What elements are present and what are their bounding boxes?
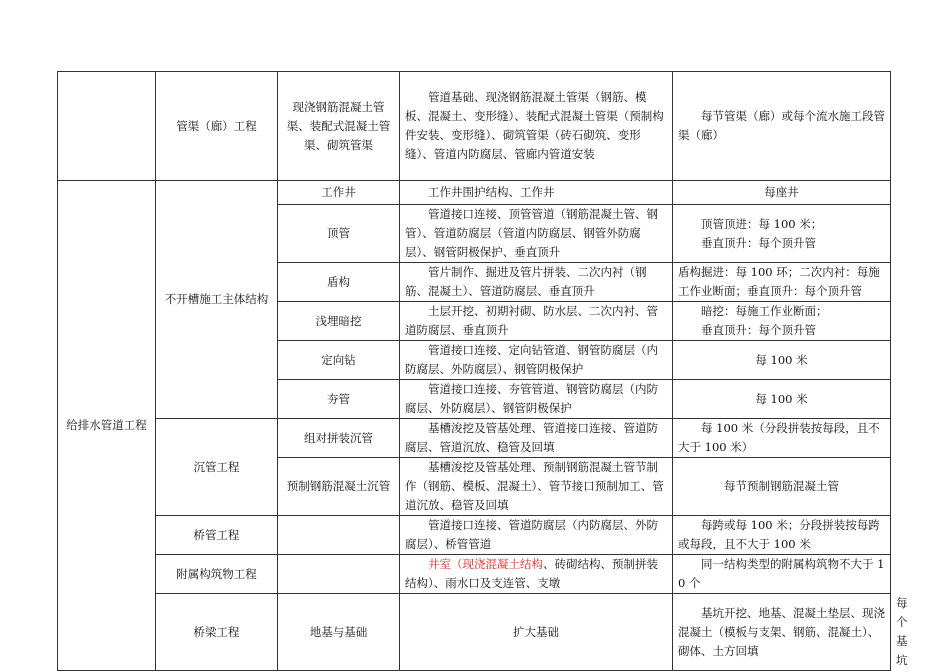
subunit-cell: 附属构筑物工程 <box>156 555 278 594</box>
items-cell: 管道基础、现浇钢筋混凝土管渠（钢筋、模板、混凝土、变形缝）、装配式混凝土管渠（预制构件安装、变形缝）、砌筑管渠（砖石砌筑、变形缝）、管道内防腐层、管廊内管道安装 <box>400 72 673 181</box>
items-cell: 工作井围护结构、工作井 <box>400 181 673 205</box>
batch-cell: 每 100 米 <box>673 380 891 419</box>
batch-cell <box>673 205 891 263</box>
batch-cell: 同一结构类型的附属构筑物不大于 10 个 <box>673 555 891 594</box>
table-row <box>58 72 891 181</box>
batch-cell: 盾构掘进：每 100 环；二次内衬：每施工作业断面；垂直顶升：每个顶升管 <box>673 263 891 302</box>
items-cell: 基坑开挖、地基、混凝土垫层、现浇混凝土（模板与支架、钢筋、混凝土）、砌体、土方回填 <box>673 594 891 671</box>
batch-cell: 每 100 米 <box>673 341 891 380</box>
subunit-cell: 沉管工程 <box>156 419 278 516</box>
table-row <box>58 181 891 205</box>
highlighted-text: 井室（现浇混凝土结构 <box>428 557 543 571</box>
items-cell: 管道接口连接、夯管管道、钢管防腐层（内防腐层、外防腐层）、钢管阴极保护 <box>400 380 673 419</box>
subdivision-cell-empty <box>278 555 400 594</box>
items-cell: 基槽浚挖及管基处理、预制钢筋混凝土管节制作（钢筋、模板、混凝土）、管节接口预制加工、管道沉放、稳管及回填 <box>400 458 673 516</box>
subdivision-cell: 预制钢筋混凝土沉管 <box>278 458 400 516</box>
items-cell: 管道接口连接、管道防腐层（内防腐层、外防腐层）、桥管管道 <box>400 516 673 555</box>
subunit-cell: 不开槽施工主体结构 <box>156 181 278 419</box>
items-cell: 管道接口连接、顶管管道（钢筋混凝土管、钢管）、管道防腐层（管道内防腐层、钢管外防腐层）、钢管阴极保护、垂直顶升 <box>400 205 673 263</box>
unit-cell-empty <box>58 72 156 181</box>
items-cell: 基槽浚挖及管基处理、管道接口连接、管道防腐层、管道沉放、稳管及回填 <box>400 419 673 458</box>
unit-cell: 给排水管道工程 <box>58 181 156 671</box>
subdivision-cell: 盾构 <box>278 263 400 302</box>
items-cell: 土层开挖、初期衬砌、防水层、二次内衬、管道防腐层、垂直顶升 <box>400 302 673 341</box>
subdivision-cell: 浅埋暗挖 <box>278 302 400 341</box>
batch-cell: 每座井 <box>673 181 891 205</box>
batch-cell <box>673 302 891 341</box>
batch-line: 暗挖：每施工作业断面； <box>701 304 828 318</box>
table-row <box>58 555 891 594</box>
batch-cell: 每 100 米（分段拼装按每段，且不大于 100 米） <box>673 419 891 458</box>
subdivision-cell: 夯管 <box>278 380 400 419</box>
items-cell: 管道接口连接、定向钻管道、钢管防腐层（内防腐层、外防腐层）、钢管阴极保护 <box>400 341 673 380</box>
subdivision-cell: 现浇钢筋混凝土管渠、装配式混凝土管渠、砌筑管渠 <box>278 72 400 181</box>
unit-cell: 桥梁工程 <box>156 594 278 671</box>
subunit-cell: 桥管工程 <box>156 516 278 555</box>
subunit-cell: 管渠（廊）工程 <box>156 72 278 181</box>
batch-line: 垂直顶升：每个顶升管 <box>701 235 816 250</box>
batch-line: 顶管顶进：每 100 米； <box>701 216 823 231</box>
subdivision-cell: 定向钻 <box>278 341 400 380</box>
batch-cell: 每节预制钢筋混凝土管 <box>673 458 891 516</box>
items-cell: 管片制作、掘进及管片拼装、二次内衬（钢筋、混凝土）、管道防腐层、垂直顶升 <box>400 263 673 302</box>
subdivision-cell: 顶管 <box>278 205 400 263</box>
batch-line: 垂直顶升：每个顶升管 <box>701 323 816 337</box>
acceptance-division-table <box>57 71 908 671</box>
table-row: 桥梁工程 地基与基础 扩大基础 基坑开挖、地基、混凝土垫层、现浇混凝土（模板与支架、钢筋、混凝土）、砌体、土方回填 每个基坑 <box>58 594 891 671</box>
table-row <box>58 419 891 458</box>
batch-cell: 每跨或每 100 米；分段拼装按每跨或每段，且不大于 100 米 <box>673 516 891 555</box>
subdivision-cell-empty <box>278 516 400 555</box>
items-text: 、砖砌结构、预制拼装结构）、雨水口及支连管、支墩 <box>405 557 658 590</box>
items-cell <box>400 555 673 594</box>
subdivision-cell: 组对拼装沉管 <box>278 419 400 458</box>
subdivision-cell: 工作井 <box>278 181 400 205</box>
batch-cell: 每节管渠（廊）或每个流水施工段管渠（廊） <box>673 72 891 181</box>
subunit-cell: 地基与基础 <box>278 594 400 671</box>
table-row <box>58 516 891 555</box>
subdivision-cell: 扩大基础 <box>400 594 673 671</box>
